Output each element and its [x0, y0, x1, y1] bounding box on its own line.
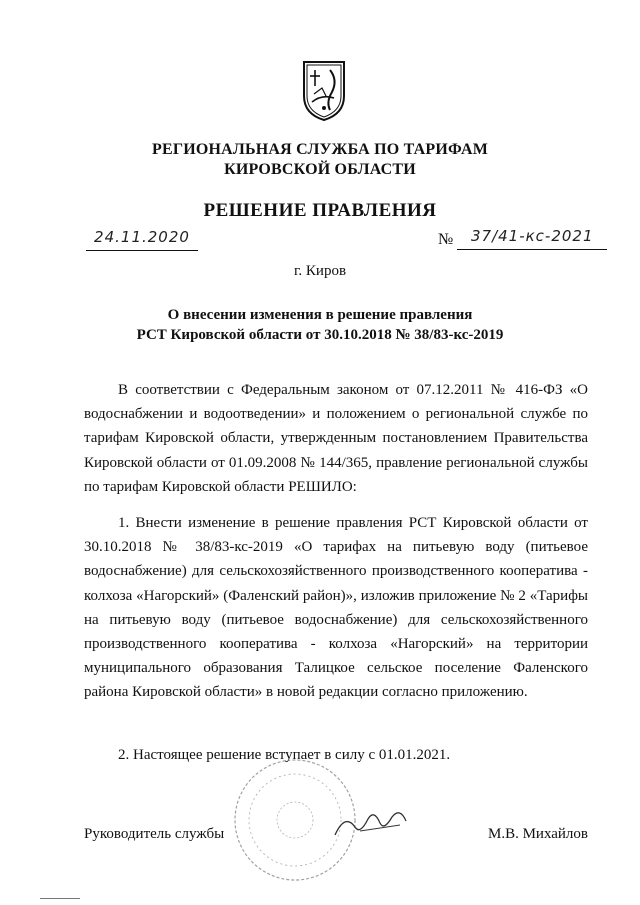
signer-position: Руководитель службы — [84, 826, 225, 842]
document-number-block — [438, 228, 607, 250]
body-paragraph-item2: 2. Настоящее решение вступает в силу с 01.01.2021. — [118, 747, 451, 763]
document-type-title: РЕШЕНИЕ ПРАВЛЕНИЯ — [203, 200, 437, 221]
document-date: 24.11.2020 — [86, 228, 198, 251]
kirov-coat-of-arms-icon — [300, 58, 348, 122]
signer-name: М.В. Михайлов — [487, 826, 588, 842]
number-sign: № — [438, 231, 454, 248]
footer-divider — [40, 898, 80, 899]
org-title-line2: КИРОВСКОЙ ОБЛАСТИ — [224, 161, 416, 178]
body-paragraph-preamble: В соответствии с Федеральным законом от 07.12.2011 № 416-ФЗ «О водоснабжении и водоотведении» и положением о региональной службе по тарифам Кировской области, утвержденным постановлением Правительства Кировской области от 01.09.2008 № 144/365, правление региональной службы по тарифам Кировской области РЕШИЛО: — [84, 382, 588, 495]
org-title-line1: РЕГИОНАЛЬНАЯ СЛУЖБА ПО ТАРИФАМ — [151, 141, 489, 158]
subject-line2: РСТ Кировской области от 30.10.2018 № 38/83-кс-2019 — [136, 327, 504, 343]
body-paragraph-item1: 1. Внести изменение в решение правления РСТ Кировской области от 30.10.2018 № 38/83-кс-2019 «О тарифах на питьевую воду (питьевое водоснабжение) для сельскохозяйственного производственного кооператива - колхоза «Нагорский» (Фаленский район)», изложив приложение № 2 «Тарифы на питьевую воду (питьевое водоснабжение) для сельскохозяйственного производственного кооператива - колхоза «Нагорский» на территории муниципального образования Талицкое сельское поселение Фаленского района Кировской области» в новой редакции согласно приложению. — [84, 515, 588, 701]
document-number: 37/41-кс-2021 — [457, 227, 607, 250]
subject-line1: О внесении изменения в решение правления — [167, 307, 473, 323]
handwritten-signature-icon — [330, 805, 420, 845]
city-label: г. Киров — [293, 263, 347, 279]
